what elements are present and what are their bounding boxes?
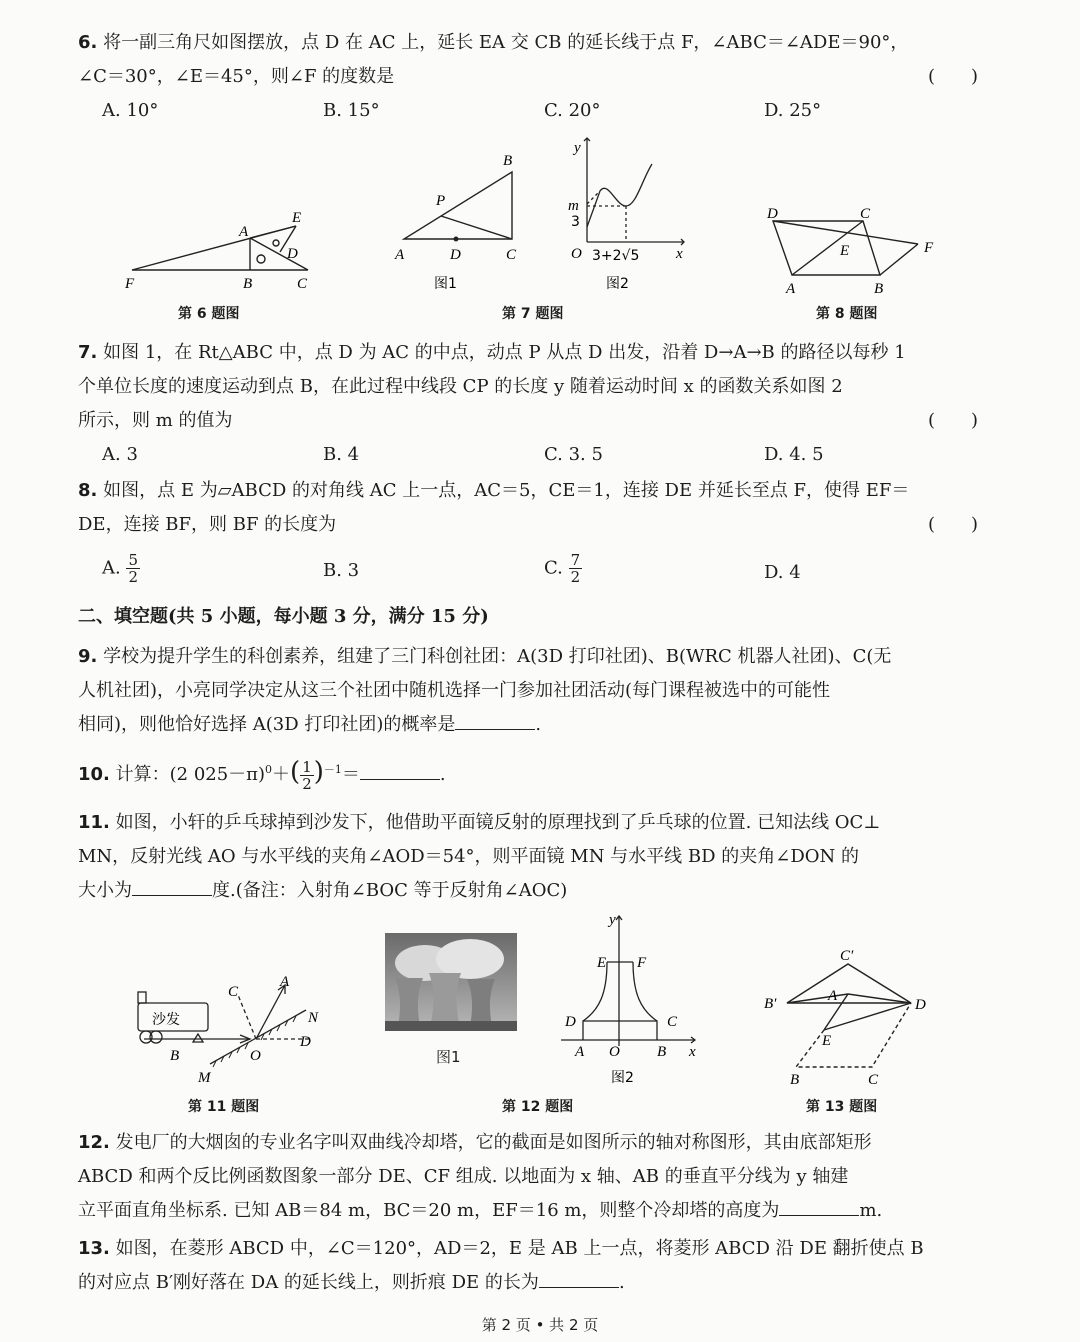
- question-text: 如图 1，在 Rt△ABC 中，点 D 为 AC 的中点，动点 P 从点 D 出发，沿着 D→A→B 的路径以每秒 1: [103, 342, 906, 363]
- figure-7-caption: 第 7 题图: [502, 306, 564, 322]
- question-text: 如图，在菱形 ABCD 中，∠C＝120°，AD＝2，E 是 AB 上一点，将菱形 ABCD 沿 DE 翻折使点 B: [115, 1238, 924, 1259]
- label-a: A: [239, 224, 249, 240]
- option-c[interactable]: C. 20°: [544, 100, 601, 121]
- question-6: [78, 26, 990, 94]
- question-text: 度.(备注：入射角∠BOC 等于反射角∠AOC): [212, 880, 568, 901]
- exponent: 0: [265, 763, 273, 776]
- figure-8-caption: 第 8 题图: [816, 306, 878, 322]
- operator: ＝: [341, 764, 360, 785]
- figure-6: [115, 200, 325, 300]
- label-c-prime: C′: [840, 948, 854, 964]
- question-10: [78, 750, 990, 795]
- question-text: MN，反射光线 AO 与水平线的夹角∠AOD＝54°，则平面镜 MN 与水平线 BD 的夹角∠DON 的: [78, 846, 860, 867]
- question-number: 9.: [78, 646, 98, 667]
- label-x: x: [676, 246, 683, 262]
- question-text: 如图，点 E 为▱ABCD 的对角线 AC 上一点，AC＝5，CE＝1，连接 DE 并延长至点 F，使得 EF＝: [103, 480, 910, 501]
- numerator: 5: [128, 551, 139, 569]
- option-d[interactable]: D. 25°: [764, 100, 822, 121]
- label-e: E: [292, 210, 302, 226]
- answer-paren: ( ): [927, 410, 978, 431]
- subfigure-label: 图1: [436, 1048, 461, 1066]
- denominator: 2: [128, 568, 139, 586]
- exponent: －1: [323, 763, 342, 776]
- label-a: A: [395, 247, 405, 263]
- fraction: [126, 552, 140, 585]
- denominator: 2: [570, 568, 581, 586]
- label-a: A: [280, 974, 290, 990]
- question-12: [78, 1126, 990, 1228]
- answer-blank[interactable]: [455, 709, 535, 730]
- fraction: [300, 759, 314, 792]
- figure-11: [130, 970, 330, 1090]
- label-d: D: [565, 1014, 576, 1030]
- figure-7-2: [560, 130, 690, 292]
- label-d: D: [450, 247, 461, 263]
- option-prefix: C.: [544, 557, 563, 579]
- numerator: 7: [570, 551, 581, 569]
- answer-blank[interactable]: [539, 1267, 619, 1288]
- label-d: D: [300, 1034, 311, 1050]
- question-9: [78, 640, 990, 742]
- question-text: 学校为提升学生的科创素养，组建了三门科创社团：A(3D 打印社团)、B(WRC 机器人社团)、C(无: [103, 646, 892, 667]
- subfigure-label: 图2: [606, 276, 629, 292]
- label-e: E: [822, 1033, 832, 1049]
- figure-12-caption: 第 12 题图: [502, 1099, 574, 1115]
- label-y: y: [609, 912, 616, 928]
- question-text: 大小为: [78, 880, 132, 901]
- x-tick-label: 3+2√5: [592, 248, 640, 264]
- question-text: 所示，则 m 的值为: [78, 410, 233, 431]
- question-text: 计算：(2 025－π): [115, 764, 266, 785]
- label-b-prime: B′: [764, 996, 777, 1012]
- punctuation: .: [618, 1272, 625, 1293]
- subfigure-label: 图1: [434, 276, 457, 292]
- answer-blank[interactable]: [132, 875, 212, 896]
- label-c: C: [868, 1072, 879, 1088]
- figure-8: [760, 200, 950, 300]
- option-a[interactable]: A. 3: [102, 444, 138, 465]
- label-e: E: [597, 955, 607, 971]
- label-b: B: [503, 153, 513, 169]
- label-m: M: [198, 1070, 211, 1086]
- label-b: B: [790, 1072, 800, 1088]
- label-c: C: [667, 1014, 678, 1030]
- punctuation: .: [535, 714, 542, 735]
- question-text: ABCD 和两个反比例函数图象一部分 DE、CF 组成. 以地面为 x 轴、AB 的垂直平分线为 y 轴建: [78, 1166, 849, 1187]
- answer-blank[interactable]: [779, 1195, 859, 1216]
- question-text: 个单位长度的速度运动到点 B，在此过程中线段 CP 的长度 y 随着运动时间 x 的函数关系如图 2: [78, 376, 843, 397]
- label-d: D: [767, 206, 778, 222]
- label-e: E: [840, 243, 850, 259]
- punctuation: .: [439, 764, 446, 785]
- question-text: ∠C＝30°，∠E＝45°，则∠F 的度数是: [78, 66, 395, 87]
- figure-6-caption: 第 6 题图: [178, 306, 240, 322]
- label-b: B: [170, 1048, 180, 1064]
- label-f: F: [924, 240, 934, 256]
- label-a: A: [828, 988, 838, 1004]
- label-b: B: [874, 281, 884, 297]
- label-a: A: [575, 1044, 585, 1060]
- option-b[interactable]: B. 4: [323, 444, 360, 465]
- label-b: B: [657, 1044, 667, 1060]
- answer-paren: ( ): [927, 66, 978, 87]
- question-text: 如图，小轩的乒乓球掉到沙发下，他借助平面镜反射的原理找到了乒乓球的位置. 已知法线 OC⊥: [115, 812, 881, 833]
- fraction: [569, 552, 583, 585]
- question-number: 6.: [78, 32, 98, 53]
- question-text: DE，连接 BF，则 BF 的长度为: [78, 514, 337, 535]
- label-o: O: [571, 246, 582, 262]
- figure-13-caption: 第 13 题图: [806, 1099, 878, 1115]
- figure-12-2: [555, 910, 705, 1086]
- question-number: 13.: [78, 1238, 110, 1259]
- answer-paren: ( ): [927, 514, 978, 535]
- unit: m.: [859, 1200, 883, 1221]
- figure-13: [760, 940, 940, 1090]
- question-text: 发电厂的大烟囱的专业名字叫双曲线冷却塔，它的截面是如图所示的轴对称图形，其由底部矩形: [115, 1132, 872, 1153]
- label-c: C: [860, 206, 871, 222]
- label-c: C: [228, 984, 239, 1000]
- question-text: 的对应点 B′刚好落在 DA 的延长线上，则折痕 DE 的长为: [78, 1272, 539, 1293]
- label-d: D: [287, 246, 298, 262]
- section-title: 二、填空题(共 5 小题，每小题 3 分，满分 15 分): [78, 606, 489, 627]
- paren-close: ): [313, 757, 324, 787]
- label-n: N: [308, 1010, 319, 1026]
- label-c: C: [297, 276, 308, 292]
- label-o: O: [609, 1044, 620, 1060]
- option-a[interactable]: A. 10°: [102, 100, 159, 121]
- label-b: B: [243, 276, 253, 292]
- label-x: x: [689, 1044, 696, 1060]
- option-d[interactable]: D. 4. 5: [764, 444, 824, 465]
- label-y: y: [574, 140, 581, 156]
- label-3: 3: [571, 214, 580, 230]
- option-c[interactable]: [544, 552, 582, 585]
- question-number: 7.: [78, 342, 98, 363]
- figure-11-caption: 第 11 题图: [188, 1099, 260, 1115]
- label-f: F: [637, 955, 647, 971]
- figure-7-1: [390, 150, 530, 292]
- denominator: 2: [302, 774, 312, 793]
- question-13: [78, 1232, 990, 1300]
- question-number: 12.: [78, 1132, 110, 1153]
- question-number: 10.: [78, 764, 110, 785]
- label-o: O: [250, 1048, 261, 1064]
- option-a[interactable]: [102, 552, 140, 585]
- question-7: [78, 336, 990, 438]
- option-b[interactable]: B. 3: [323, 560, 360, 581]
- question-text: 人机社团)，小亮同学决定从这三个社团中随机选择一门参加社团活动(每门课程被选中的可能性: [78, 680, 831, 701]
- label-m: m: [568, 198, 579, 214]
- option-b[interactable]: B. 15°: [323, 100, 380, 121]
- option-prefix: A.: [102, 557, 121, 579]
- question-number: 11.: [78, 812, 110, 833]
- option-d[interactable]: D. 4: [764, 562, 801, 583]
- label-a: A: [786, 281, 796, 297]
- operator: ＋: [272, 764, 291, 785]
- question-11: [78, 806, 990, 908]
- question-text: 立平面直角坐标系. 已知 AB＝84 m，BC＝20 m，EF＝16 m，则整个冷却塔的高度为: [78, 1200, 780, 1221]
- numerator: 1: [302, 757, 312, 776]
- page-footer: 第 2 页 • 共 2 页: [481, 1316, 599, 1334]
- label-f: F: [125, 276, 135, 292]
- cooling-tower-photo: [385, 933, 517, 1031]
- option-c[interactable]: C. 3. 5: [544, 444, 603, 465]
- question-text: 将一副三角尺如图摆放，点 D 在 AC 上，延长 EA 交 CB 的延长线于点 F，∠ABC＝∠ADE＝90°，: [103, 32, 909, 53]
- question-text: 相同)，则他恰好选择 A(3D 打印社团)的概率是: [78, 714, 456, 735]
- sofa-label: 沙发: [152, 1012, 180, 1028]
- label-d: D: [915, 997, 926, 1013]
- paren-open: (: [290, 757, 301, 787]
- subfigure-label: 图2: [611, 1070, 634, 1086]
- question-number: 8.: [78, 480, 98, 501]
- label-p: P: [436, 193, 446, 209]
- answer-blank[interactable]: [360, 759, 440, 780]
- label-c: C: [506, 247, 517, 263]
- question-8: [78, 474, 990, 542]
